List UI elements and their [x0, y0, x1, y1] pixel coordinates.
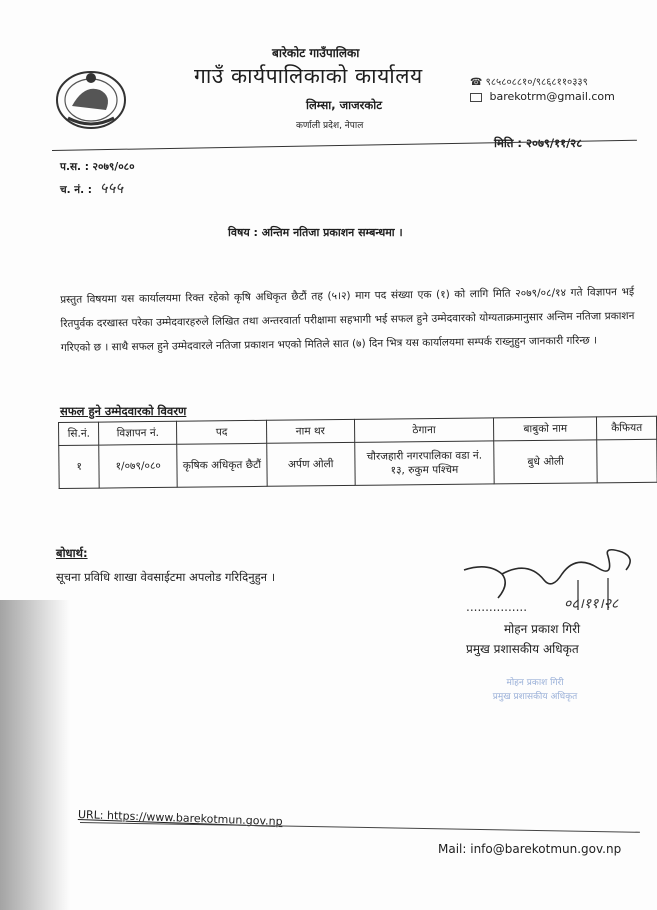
signatory-title: प्रमुख प्रशासकीय अधिकृत	[466, 642, 579, 656]
chalani-label: च. नं. :	[60, 184, 92, 196]
patra-sankhya: प.स. : २०७९/०८०	[60, 161, 135, 173]
col-header-sn: सि.नं.	[59, 422, 100, 445]
info-heading: बोधार्थ:	[56, 546, 88, 560]
results-table	[58, 416, 657, 489]
chalani-handwritten: ५५५	[99, 179, 124, 197]
letter-date: मिति : २०७९/११/२८	[494, 136, 583, 150]
cell-advert: १/०७९/०८०	[99, 444, 177, 488]
office-email: barekotrm@gmail.com	[489, 90, 615, 103]
phone-number: ९८५८०८८१०/९८६८११०३३९	[485, 77, 588, 88]
subject-line: विषय : अन्तिम नतिजा प्रकाशन सम्बन्धमा ।	[228, 226, 403, 239]
signature-dots: ................	[466, 600, 528, 614]
phone-icon: ☎	[470, 77, 483, 88]
office-stamp	[460, 676, 610, 716]
col-header-name: नाम थर	[266, 419, 354, 443]
scan-shadow	[0, 600, 70, 910]
cell-remarks	[597, 439, 657, 483]
office-title: गाउँ कार्यपालिकाको कार्यालय	[194, 64, 423, 88]
envelope-icon	[470, 93, 482, 102]
cell-father: बुधे ओली	[494, 440, 597, 484]
col-header-address: ठेगाना	[354, 418, 494, 442]
chalani-number	[60, 178, 123, 198]
footer-url: URL: https://www.barekotmun.gov.np	[77, 808, 283, 829]
footer-mail: Mail: info@barekotmun.gov.np	[438, 842, 622, 856]
col-header-remarks: कैफियत	[597, 416, 657, 440]
footer-divider	[80, 822, 640, 833]
section-heading: सफल हुने उम्मेदवारको विवरण	[60, 404, 187, 418]
col-header-post: पद	[177, 420, 267, 444]
col-header-advert: विज्ञापन नं.	[99, 421, 177, 445]
email-line	[470, 90, 615, 103]
cell-post: कृषिक अधिकृत छैटौं	[177, 443, 267, 487]
cell-name: अर्पण ओली	[267, 442, 355, 486]
nepal-emblem-icon	[54, 66, 128, 130]
office-address: लिम्सा, जाजरकोट	[306, 98, 382, 112]
cell-address: चौरजहारी नगरपालिका वडा नं. १३, रुकुम पश्चिम	[354, 441, 494, 485]
body-paragraph: प्रस्तुत विषयमा यस कार्यालयमा रिक्त रहेको कृषि अधिकृत छैटौं तह (५।२) माग पद संख्या एक (१) को लागि मिति २०७९/०८/१४ गते विज्ञापन भई रितपुर्वक दरखास्त परेका उम्मेदवारहरुले लिखित तथा अन्तरवार्ता परीक्षामा सहभागी भई सफल हुने उम्मेदवारको योग्यताक्रमानुसार अन्तिम नतिजा प्रकाशन गरिएको छ । साथै सफल हुने उम्मेदवारले नतिजा प्रकाशन भएको मितिले सात (७) दिन भित्र यस कार्यालयमा सम्पर्क राख्नुहुन जानकारी गरिन्छ ।	[60, 285, 635, 354]
cell-sn: १	[59, 445, 100, 488]
province-line: कर्णाली प्रदेश, नेपाल	[296, 121, 364, 131]
table-row	[59, 439, 657, 488]
stamp-line-1: मोहन प्रकाश गिरी	[506, 678, 564, 688]
municipality-name: बारेकोट गाउँपालिका	[272, 46, 360, 60]
phone-line	[470, 74, 588, 88]
col-header-father: बाबुको नाम	[494, 417, 597, 441]
info-text: सूचना प्रविधि शाखा वेवसाईटमा अपलोड गरिदिनुहुन ।	[56, 570, 276, 584]
stamp-line-2: प्रमुख प्रशासकीय अधिकृत	[492, 692, 578, 702]
signature-date: ०८।११।२८	[564, 596, 619, 612]
signatory-name: मोहन प्रकाश गिरी	[504, 622, 581, 636]
